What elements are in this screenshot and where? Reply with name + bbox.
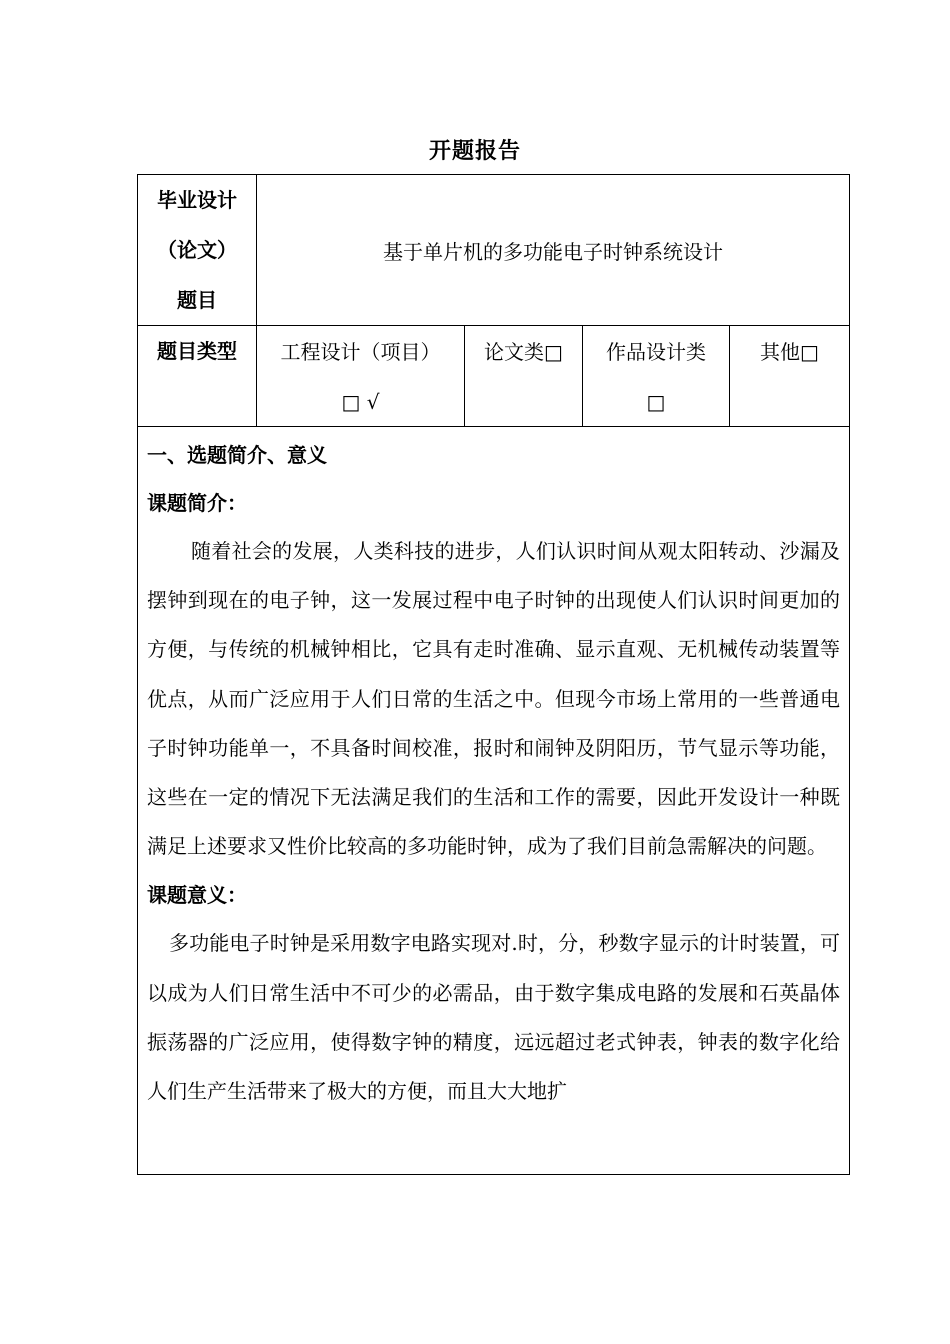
type-option-other-text: 其他□: [760, 340, 819, 364]
intro-paragraph: 随着社会的发展，人类科技的进步，人们认识时间从观太阳转动、沙漏及摆钟到现在的电子钟，这一发展过程中电子时钟的出现使人们认识时间更加的方便，与传统的机械钟相比，它具有走时准确、显示直观、无机械传动装置等优点，从而广泛应用于人们日常的生活之中。但现今市场上常用的一些普通电子时钟功能单一，不具备时间校准，报时和闹钟及阴阳历，节气显示等功能，这些在一定的情况下无法满足我们的生活和工作的需要，因此开发设计一种既满足上述要求又性价比较高的多功能时钟，成为了我们目前急需解决的问题。: [147, 539, 840, 859]
thesis-label-line-1: 毕业设计: [157, 188, 237, 212]
report-table: [137, 174, 850, 1175]
type-option-work-design-text: 作品设计类: [606, 340, 706, 364]
type-option-engineering: [257, 326, 465, 427]
meaning-paragraph: 多功能电子时钟是采用数字电路实现对.时，分，秒数字显示的计时装置，可以成为人们日常生活中不可少的必需品，由于数字集成电路的发展和石英晶体振荡器的广泛应用，使得数字钟的精度，远远超过老式钟表，钟表的数字化给人们生产生活带来了极大的方便，而且大大地扩: [147, 931, 840, 1104]
section-heading: 一、选题简介、意义: [147, 443, 327, 467]
type-option-engineering-checkbox: □ √: [341, 390, 380, 414]
page-title: 开题报告: [428, 138, 521, 164]
thesis-label-line-2: （论文）: [157, 238, 237, 262]
topic-type-label: [138, 326, 257, 427]
type-option-work-design: [583, 326, 730, 427]
intro-heading: 课题简介：: [147, 491, 247, 515]
type-option-work-design-checkbox: □: [646, 390, 666, 414]
topic-summary-section: [138, 427, 850, 1175]
type-option-thesis-text: 论文类□: [484, 340, 563, 364]
thesis-title-label: [138, 175, 257, 326]
topic-type-label-text: 题目类型: [157, 339, 237, 363]
meaning-heading: 课题意义：: [147, 883, 247, 908]
type-option-other: [730, 326, 850, 427]
thesis-title-value: 基于单片机的多功能电子时钟系统设计: [257, 175, 850, 326]
type-option-engineering-text: 工程设计（项目）: [280, 340, 441, 364]
type-option-thesis: [465, 326, 583, 427]
thesis-label-line-3: 题目: [177, 288, 217, 312]
